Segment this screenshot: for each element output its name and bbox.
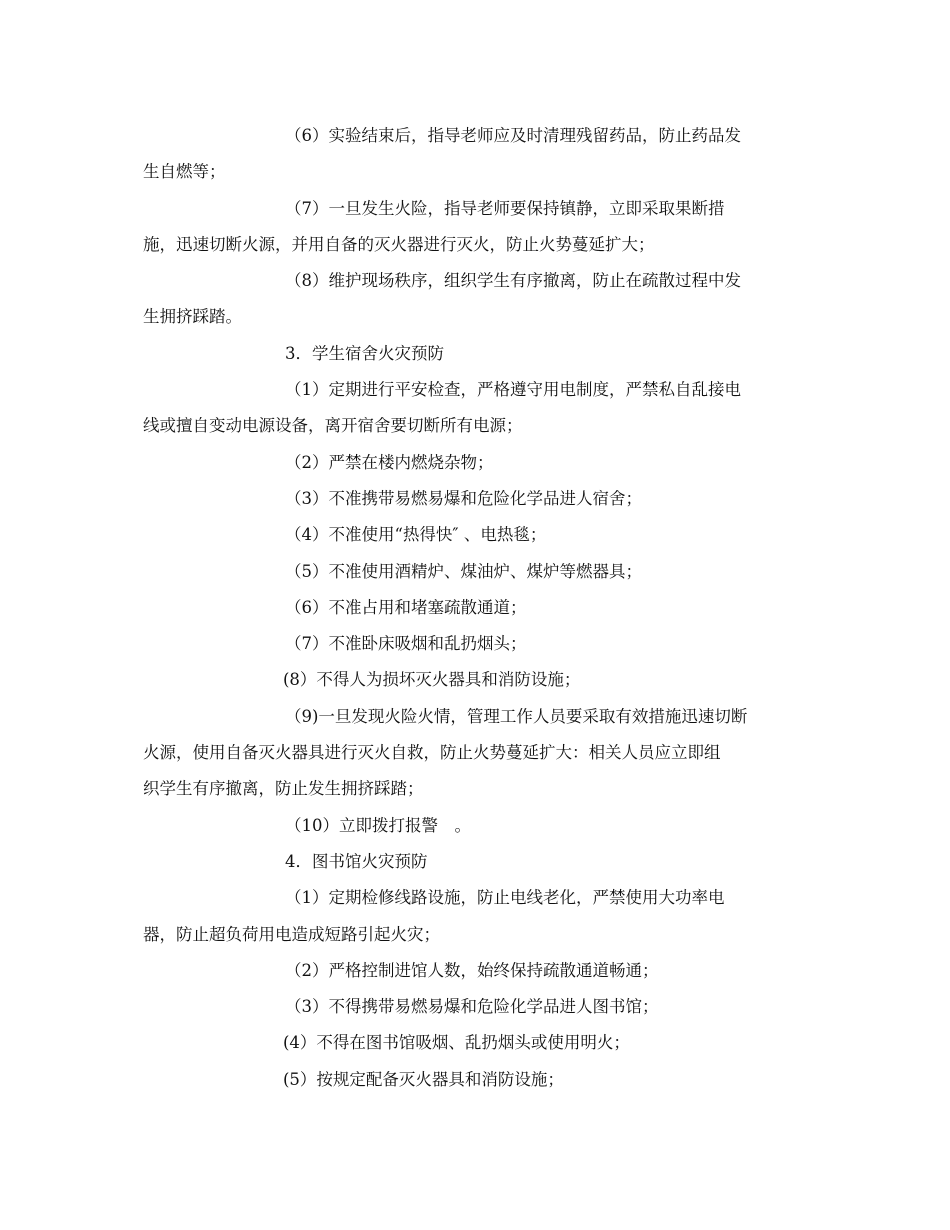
paragraph-line: 线或擅自变动电源设备，离开宿舍要切断所有电源； — [143, 416, 523, 436]
paragraph-line: （6）不准占用和堵塞疏散通道； — [285, 597, 527, 617]
paragraph-line: （6）实验结束后，指导老师应及时清理残留药品，防止药品发 — [285, 126, 741, 145]
paragraph-line: （3）不准携带易燃易爆和危险化学品进人宿舍； — [285, 488, 642, 508]
paragraph-line: 火源，使用自备灭火器具进行灭火自救，防止火势蔓延扩大：相关人员应立即组 — [143, 743, 721, 763]
section-heading: 4．图书馆火灾预防 — [285, 851, 428, 871]
paragraph-line: （2）严格控制进馆人数，始终保持疏散通道畅通； — [285, 960, 659, 980]
paragraph-line: (5）按规定配备灭火器具和消防设施； — [283, 1069, 564, 1089]
paragraph-line: 织学生有序撤离，防止发生拥挤踩踏； — [143, 779, 424, 799]
paragraph-line: （7）一旦发生火险，指导老师要保持镇静，立即采取果断措 — [285, 198, 725, 218]
paragraph-line: （7）不准卧床吸烟和乱扔烟头； — [285, 634, 527, 654]
paragraph-line: （2）严禁在楼内燃烧杂物； — [285, 452, 494, 472]
paragraph-line: 器，防止超负荷用电造成短路引起火灾； — [143, 924, 440, 944]
paragraph-line: (4）不得在图书馆吸烟、乱扔烟头或使用明火； — [283, 1033, 630, 1053]
paragraph-line: （1）定期检修线路设施，防止电线老化，严禁使用大功率电 — [285, 888, 725, 908]
paragraph-line: 生自燃等； — [143, 162, 226, 182]
paragraph-line: （8）维护现场秩序，组织学生有序撤离，防止在疏散过程中发 — [285, 271, 741, 291]
paragraph-line: （3）不得携带易燃易爆和危险化学品进人图书馆； — [285, 997, 659, 1017]
paragraph-line: （1）定期进行平安检查，严格遵守用电制度，严禁私自乱接电 — [285, 380, 741, 400]
document-body — [143, 118, 803, 1098]
paragraph-line: （10）立即拨打报警 。 — [285, 815, 471, 835]
paragraph-line: 生拥挤踩踏。 — [143, 307, 242, 327]
paragraph-line: （4）不准使用“热得快″ 、电热毯； — [285, 525, 547, 545]
paragraph-line: (8）不得人为损坏灭火器具和消防设施； — [283, 670, 581, 690]
paragraph-line: （5）不准使用酒精炉、煤油炉、煤炉等燃器具； — [285, 561, 642, 581]
paragraph-line: 施，迅速切断火源，并用自备的灭火器进行灭火，防止火势蔓延扩大； — [143, 234, 655, 254]
paragraph-line: （9)一旦发现火险火情，管理工作人员要采取有效措施迅速切断 — [285, 706, 748, 726]
section-heading: 3．学生宿舍火灾预防 — [285, 343, 444, 363]
